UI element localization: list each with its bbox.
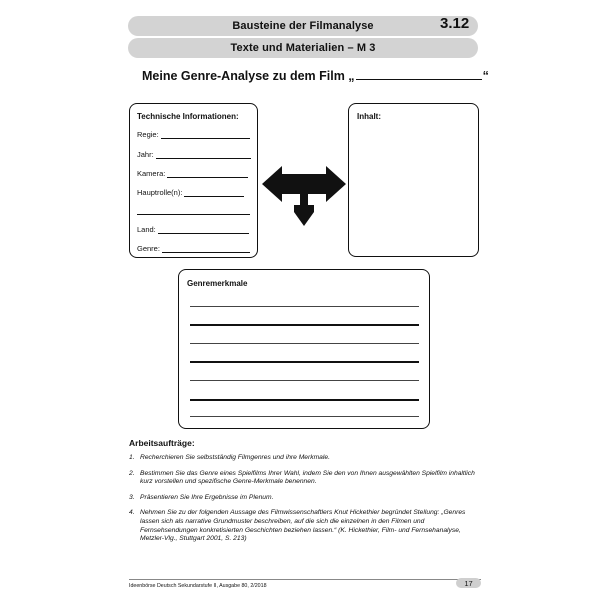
worksheet-title xyxy=(142,69,489,83)
subtitle-bar xyxy=(128,38,478,58)
content-box xyxy=(348,103,479,257)
worksheet-title-prefix: Meine Genre-Analyse zu dem Film „ xyxy=(142,69,355,83)
field-lead-roles xyxy=(137,188,244,197)
field-camera-blank[interactable] xyxy=(167,170,248,178)
footer-publication: Ideenbörse Deutsch Sekundarstufe II, Ausgabe 80, 2/2018 xyxy=(129,583,267,589)
task-text: Recherchieren Sie selbstständig Filmgenres und ihre Merkmale. xyxy=(140,454,330,461)
footer-divider xyxy=(129,579,481,580)
film-title-blank[interactable] xyxy=(356,69,482,80)
genre-features-heading: Genremerkmale xyxy=(187,279,248,288)
field-director xyxy=(137,130,250,139)
section-number: 3.12 xyxy=(440,15,470,32)
series-title: Bausteine der Filmanalyse xyxy=(232,20,374,32)
three-way-arrow-icon xyxy=(262,166,346,229)
field-country-blank[interactable] xyxy=(158,226,249,234)
genre-answer-line[interactable] xyxy=(190,343,419,344)
task-item xyxy=(129,509,481,543)
field-country-label: Land: xyxy=(137,225,156,234)
task-text: Präsentieren Sie Ihre Ergebnisse im Plenum. xyxy=(140,493,274,501)
tasks-heading: Arbeitsaufträge: xyxy=(129,438,195,448)
task-number: 1. xyxy=(129,454,135,461)
worksheet-title-suffix: “ xyxy=(482,69,489,83)
field-camera-label: Kamera: xyxy=(137,169,166,178)
genre-answer-line[interactable] xyxy=(190,324,419,326)
field-director-blank[interactable] xyxy=(161,131,250,139)
field-director-label: Regie: xyxy=(137,130,159,139)
task-item xyxy=(129,470,481,487)
field-lead-roles-extra-blank[interactable] xyxy=(137,214,250,215)
field-camera xyxy=(137,169,248,178)
task-text: Bestimmen Sie das Genre eines Spielfilms Ihrer Wahl, indem Sie den von Ihnen ausgewählten Spielfilm inhaltlich kurz vorstellen und spezifische Genre-Merkmale benennen. xyxy=(140,469,475,486)
content-heading: Inhalt: xyxy=(357,112,381,121)
task-number: 4. xyxy=(129,509,135,517)
field-genre-blank[interactable] xyxy=(162,245,250,253)
field-country xyxy=(137,225,249,234)
field-year-blank[interactable] xyxy=(156,151,251,159)
field-genre-label: Genre: xyxy=(137,244,160,253)
task-item xyxy=(129,454,481,463)
genre-answer-line[interactable] xyxy=(190,416,419,417)
page-number: 17 xyxy=(464,578,473,588)
task-item xyxy=(129,494,481,503)
task-number: 2. xyxy=(129,469,135,477)
tasks-section xyxy=(129,438,481,551)
field-genre xyxy=(137,244,250,253)
genre-answer-line[interactable] xyxy=(190,399,419,401)
genre-answer-line[interactable] xyxy=(190,361,419,363)
series-title-bar xyxy=(128,16,478,36)
task-number: 3. xyxy=(129,493,135,501)
genre-features-box xyxy=(178,269,430,429)
field-lead-roles-blank[interactable] xyxy=(184,189,244,197)
field-lead-roles-label: Hauptrolle(n): xyxy=(137,188,183,197)
genre-answer-line[interactable] xyxy=(190,380,419,381)
field-year-label: Jahr: xyxy=(137,150,154,159)
field-year xyxy=(137,150,251,159)
technical-info-box xyxy=(129,103,258,258)
technical-info-heading: Technische Informationen: xyxy=(137,112,239,121)
task-text: Nehmen Sie zu der folgenden Aussage des Filmwissenschaftlers Knut Hickethier begründet Stellung: „Genres lassen sich als narrative Grundmuster beschreiben, auf die sich die einzelnen in den Filmen und Fernsehsendungen konkretisierten Geschichten beziehen lassen.“ (K. Hickethier, Film- und Fernsehanalyse, Metzler-Vlg., Stuttgart 2001, S. 213) xyxy=(140,509,466,543)
genre-answer-line[interactable] xyxy=(190,306,419,307)
subtitle: Texte und Materialien – M 3 xyxy=(230,42,376,54)
page-number-badge xyxy=(456,578,481,588)
